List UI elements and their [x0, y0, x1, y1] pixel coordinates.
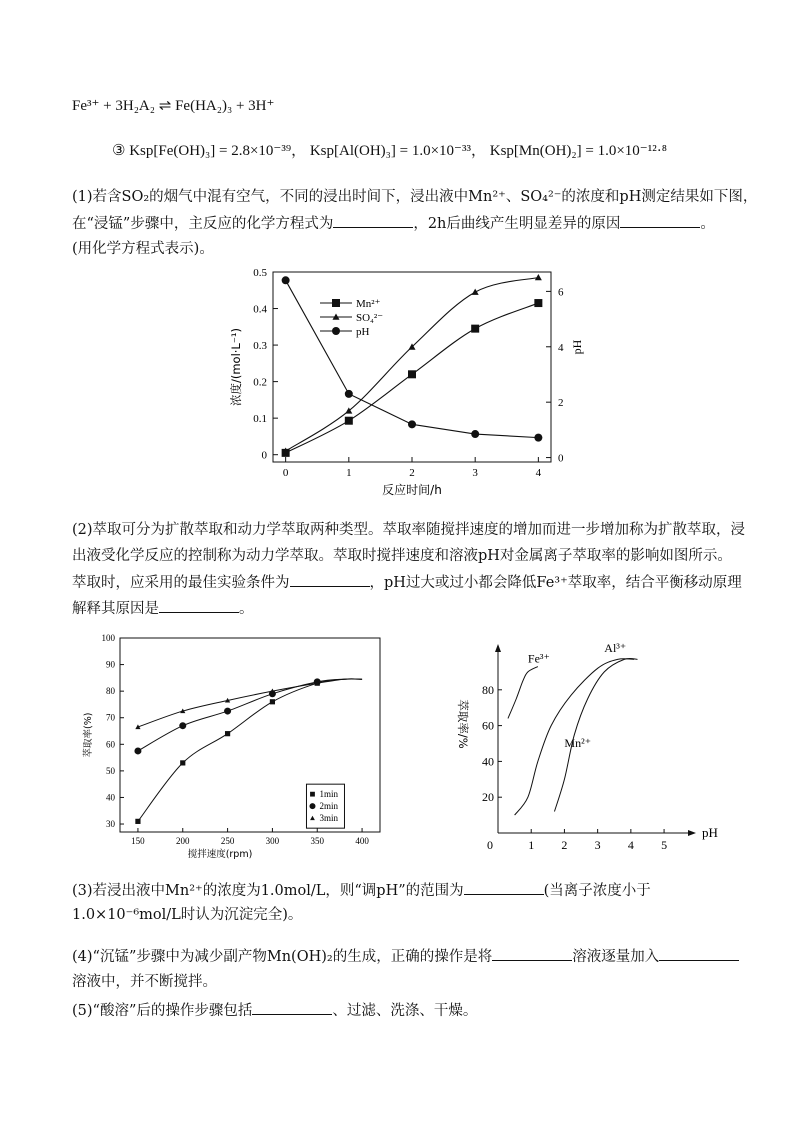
data-point-0	[471, 325, 479, 333]
y2-tick-label: 6	[558, 286, 564, 299]
series-line-0	[508, 667, 538, 719]
x-tick-label: 2	[409, 467, 415, 479]
q2-text-b: ，pH过大或过小都会降低Fe³⁺萃取率，结合平衡移动原理	[369, 575, 742, 591]
x-axis-label: 搅拌速度(rpm)	[187, 849, 253, 860]
legend-label-0: Mn²⁺	[356, 298, 381, 310]
y-tick-label: 0.5	[253, 267, 267, 279]
legend-label-1: SO₄²⁻	[356, 312, 384, 324]
q5-blank-step[interactable]	[252, 1000, 332, 1015]
data-point-1	[535, 274, 542, 280]
data-point-0	[270, 699, 275, 704]
x-tick-label: 300	[265, 836, 280, 846]
q3-line-2: 1.0×10⁻⁶mol/L时认为沉淀完全)。	[72, 907, 303, 923]
q1-line-2	[72, 213, 715, 234]
legend-label-1: 2min	[319, 801, 338, 812]
q4-text-b: 溶液逐量加入	[572, 949, 660, 965]
q4-line-2: 溶液中，并不断搅拌。	[72, 974, 217, 990]
legend-label-2: 3min	[319, 813, 338, 824]
q4-blank-solution-1[interactable]	[492, 946, 572, 961]
y2-tick-label: 2	[558, 397, 564, 410]
ksp-sep-1: ，	[291, 143, 307, 159]
q4-blank-solution-2[interactable]	[659, 946, 739, 961]
x-tick-label: 1	[346, 467, 352, 479]
y-axis-label: 浓度/(mol·L⁻¹)	[229, 327, 243, 407]
y-tick-label: 0.2	[253, 376, 267, 389]
data-point-0	[180, 760, 185, 765]
series-label-0: Fe³⁺	[527, 651, 550, 666]
legend-marker-2	[332, 327, 340, 335]
y2-tick-label: 0	[558, 452, 564, 465]
y-tick-label: 100	[101, 633, 115, 643]
x-axis-label: pH	[702, 825, 718, 840]
x-tick-label: 0	[487, 838, 493, 852]
data-point-1	[179, 722, 186, 729]
ksp-sep-2: ，	[470, 143, 486, 159]
q3-line-1	[72, 880, 651, 901]
leaching-chart	[220, 262, 600, 510]
q2-line-4	[72, 598, 254, 619]
x-tick-label: 4	[627, 838, 634, 852]
stirring-speed-chart	[80, 630, 390, 868]
series-line-2	[554, 658, 637, 811]
data-point-2	[345, 390, 353, 398]
q3-text-b: (当离子浓度小于	[543, 883, 651, 899]
equation-arrow: ⇌	[158, 98, 172, 114]
q2-text-c: 解释其原因是	[72, 601, 159, 617]
y-tick-label: 40	[482, 754, 494, 769]
data-point-0	[534, 299, 542, 307]
ksp-al: Ksp[Al(OH)₃] = 1.0×10⁻³³	[309, 143, 471, 159]
equilibrium-equation	[72, 96, 274, 116]
y-tick-label: 0	[261, 449, 267, 462]
y-axis-label: 萃取率/%	[456, 699, 470, 749]
series-line-2	[286, 280, 539, 437]
x-axis-arrow	[688, 830, 696, 836]
q2-blank-conditions[interactable]	[290, 572, 370, 587]
legend-marker-1	[309, 803, 315, 809]
ksp-mn: Ksp[Mn(OH)₂] = 1.0×10⁻¹²·⁸	[489, 143, 667, 159]
x-tick-label: 150	[131, 836, 145, 846]
y-tick-label: 50	[106, 765, 115, 776]
x-tick-label: 0	[282, 467, 289, 479]
y-tick-label: 0.1	[253, 413, 267, 426]
y-axis-arrow	[495, 644, 501, 652]
y-tick-label: 60	[106, 739, 115, 750]
y-tick-label: 30	[106, 819, 115, 830]
x-tick-label: 4	[535, 467, 542, 479]
series-label-2: Al³⁺	[604, 641, 627, 656]
q2-blank-reason[interactable]	[159, 598, 239, 613]
legend-marker-0	[332, 299, 340, 307]
q2-text-a: 萃取时，应采用的最佳实验条件为	[72, 575, 290, 591]
x-tick-label: 5	[661, 838, 668, 852]
x-tick-label: 3	[594, 838, 601, 852]
y2-axis-label: pH	[570, 339, 584, 355]
equation-right: Fe(HA₂)₃ + 3H⁺	[175, 98, 275, 114]
q2-line-1: (2)萃取可分为扩散萃取和动力学萃取两种类型。萃取率随搅拌速度的增加而进一步增加称为扩散萃取，浸	[72, 522, 746, 538]
legend-marker-0	[310, 792, 315, 797]
q2-line-2: 出液受化学反应的控制称为动力学萃取。萃取时搅拌速度和溶液pH对金属离子萃取率的影响如图所示。	[72, 548, 732, 564]
y-tick-label: 20	[482, 790, 494, 805]
ksp-marker: ③	[112, 143, 126, 159]
y-tick-label: 90	[106, 659, 115, 670]
q1-text-a: 在“浸锰”步骤中，主反应的化学方程式为	[72, 216, 334, 232]
x-tick-label: 3	[472, 467, 478, 479]
legend-label-0: 1min	[319, 789, 338, 800]
q5-text-b: 、过滤、洗涤、干燥。	[332, 1003, 478, 1019]
q1-line-3: (用化学方程式表示)。	[72, 241, 214, 257]
data-point-1	[472, 289, 479, 295]
q1-text-c: 。	[700, 216, 715, 232]
data-point-0	[345, 417, 353, 425]
data-point-1	[224, 708, 231, 715]
series-line-2	[138, 679, 362, 727]
x-tick-label: 250	[220, 836, 235, 846]
q3-blank-ph-range[interactable]	[464, 880, 544, 895]
y-tick-label: 60	[482, 718, 494, 733]
x-tick-label: 350	[310, 836, 324, 846]
y-tick-label: 80	[106, 686, 115, 697]
x-tick-label: 400	[355, 836, 369, 846]
q4-line-1	[72, 946, 739, 967]
q4-text-a: (4)“沉锰”步骤中为减少副产物Mn(OH)₂的生成，正确的操作是将	[72, 949, 493, 965]
ksp-line	[112, 141, 667, 161]
ksp-fe: Ksp[Fe(OH)₃] = 2.8×10⁻³⁹	[129, 143, 292, 159]
q1-blank-equation[interactable]	[333, 213, 413, 228]
y-tick-label: 70	[106, 712, 115, 723]
data-point-2	[471, 430, 479, 438]
q1-blank-reason[interactable]	[620, 213, 700, 228]
data-point-2	[282, 276, 290, 284]
y-tick-label: 0.3	[253, 340, 267, 353]
q2-line-3	[72, 572, 742, 593]
data-point-0	[135, 819, 140, 824]
y-tick-label: 80	[482, 682, 494, 697]
y-axis-label: 萃取率(%)	[83, 712, 94, 758]
data-point-2	[534, 434, 542, 442]
q5-text-a: (5)“酸溶”后的操作步骤包括	[72, 1003, 253, 1019]
q1-text-b: ，2h后曲线产生明显差异的原因	[413, 216, 621, 232]
data-point-0	[225, 731, 230, 736]
x-tick-label: 2	[561, 838, 568, 852]
series-label-1: Mn²⁺	[564, 736, 592, 751]
ph-extraction-chart	[440, 640, 730, 862]
equation-left: Fe³⁺ + 3H₂A₂	[72, 98, 155, 114]
x-tick-label: 200	[176, 836, 190, 846]
y-tick-label: 40	[106, 792, 115, 803]
x-tick-label: 1	[528, 838, 535, 852]
q1-line-1: (1)若含SO₂的烟气中混有空气，不同的浸出时间下，浸出液中Mn²⁺、SO₄²⁻的浓度和pH测定结果如下图，	[72, 189, 758, 205]
x-axis-label: 反应时间/h	[382, 483, 442, 497]
legend-label-2: pH	[356, 326, 370, 338]
y-tick-label: 0.4	[253, 303, 267, 316]
data-point-1	[134, 747, 141, 754]
data-point-0	[408, 370, 416, 378]
q2-text-d: 。	[239, 601, 254, 617]
q5-line-1	[72, 1000, 477, 1021]
q3-text-a: (3)若浸出液中Mn²⁺的浓度为1.0mol/L，则“调pH”的范围为	[72, 883, 464, 899]
data-point-2	[408, 420, 416, 428]
y2-tick-label: 4	[558, 341, 564, 354]
